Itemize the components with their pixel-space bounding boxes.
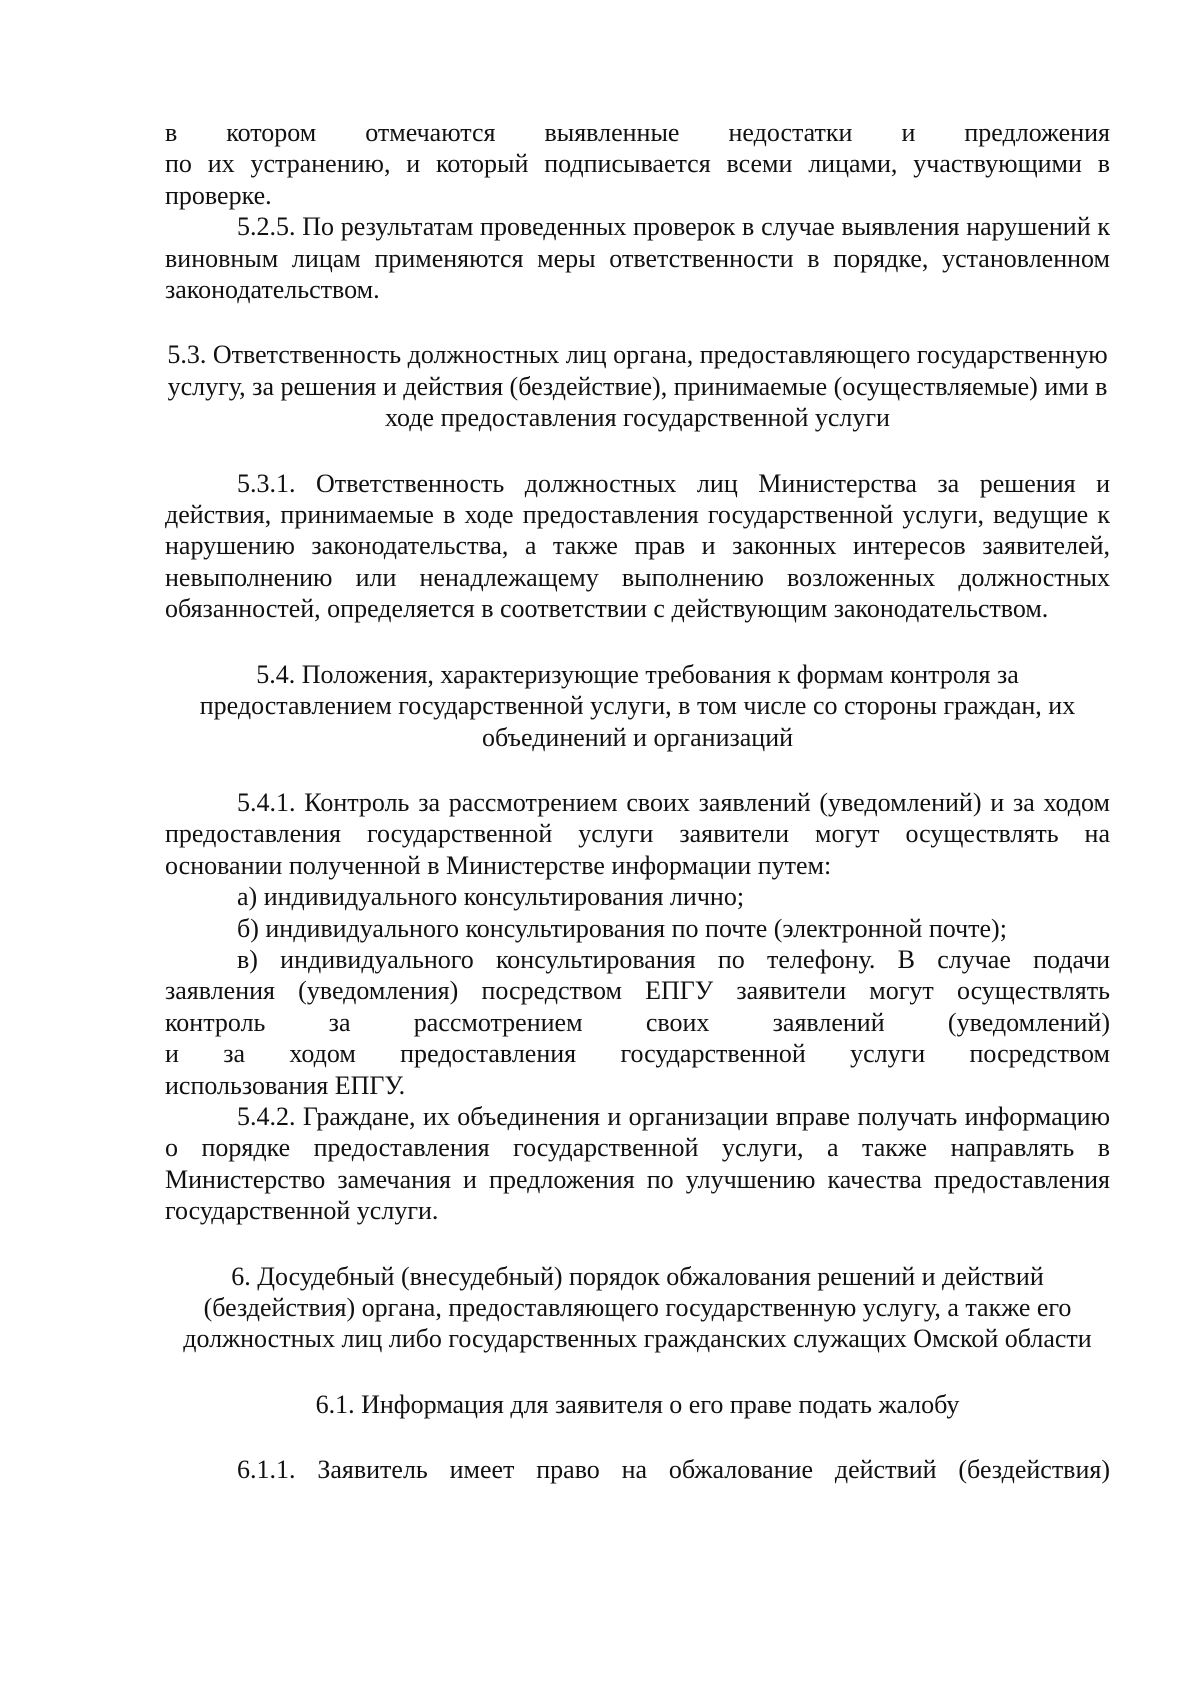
list-item-c-line5: использования ЕПГУ. [165, 1070, 406, 1100]
document-body [165, 117, 1110, 1486]
list-item-c-line3: контроль за рассмотрением своих заявлений (уведомлений) [165, 1007, 1110, 1037]
list-item-c-line2: заявления (уведомления) посредством ЕПГУ заявители могут осуществлять [165, 976, 1110, 1006]
paragraph-5-3-1: 5.3.1. Ответственность должностных лиц Министерства за решения и действия, принимаемые в ходе предоставления государственной услуги, ведущие к нарушению законодательства, а также прав и законных интересов заявителей, невыполнению или ненадлежащему выполнению возложенных должностных обязанностей, определяется в соответствии с действующим законодательством. [165, 468, 1110, 624]
paragraph-5-2-5: 5.2.5. По результатам проведенных проверок в случае выявления нарушений к виновным лицам применяются меры ответственности в порядке, установленном законодательством. [165, 212, 1110, 305]
paragraph-intro [165, 117, 1110, 211]
list-item-c-line1: в) индивидуального консультирования по телефону. В случае подачи [237, 944, 1110, 974]
paragraph-6-1-1: 6.1.1. Заявитель имеет право на обжалование действий (бездействия) [237, 1455, 1110, 1485]
heading-5-4: 5.4. Положения, характеризующие требования к формам контроля за предоставлением государственной услуги, в том числе со стороны граждан, их объединений и организаций [199, 659, 1076, 752]
heading-6: 6. Досудебный (внесудебный) порядок обжалования решений и действий (бездействия) органа, предоставляющего государственную услугу, а также его должностных лиц либо государственных гражданских служащих Омской области [183, 1261, 1092, 1354]
heading-6-1: 6.1. Информация для заявителя о его праве подать жалобу [315, 1389, 960, 1419]
paragraph-intro-rest: по их устранению, и который подписывается всеми лицами, участвующими в проверке. [165, 149, 1110, 210]
paragraph-5-4-1: 5.4.1. Контроль за рассмотрением своих заявлений (уведомлений) и за ходом предоставления государственной услуги заявители могут осуществлять на основании полученной в Министерстве информации путем: [165, 787, 1110, 880]
list-item-c-line4: и за ходом предоставления государственной услуги посредством [165, 1039, 1110, 1069]
paragraph-intro-line1: в котором отмечаются выявленные недостатки и предложения [165, 118, 1110, 147]
list-item-b: б) индивидуального консультирования по почте (электронной почте); [237, 913, 1007, 943]
heading-5-3: 5.3. Ответственность должностных лиц органа, предоставляющего государственную услугу, за решения и действия (бездействие), принимаемые (осуществляемые) ими в ходе предоставления государственной услуги [167, 340, 1108, 433]
list-item-c [165, 944, 1110, 1101]
list-item-a: а) индивидуального консультирования лично; [237, 882, 745, 912]
paragraph-5-4-2: 5.4.2. Граждане, их объединения и организации вправе получать информацию о порядке предоставления государственной услуги, а также направлять в Министерство замечания и предложения по улучшению качества предоставления государственной услуги. [165, 1101, 1110, 1226]
